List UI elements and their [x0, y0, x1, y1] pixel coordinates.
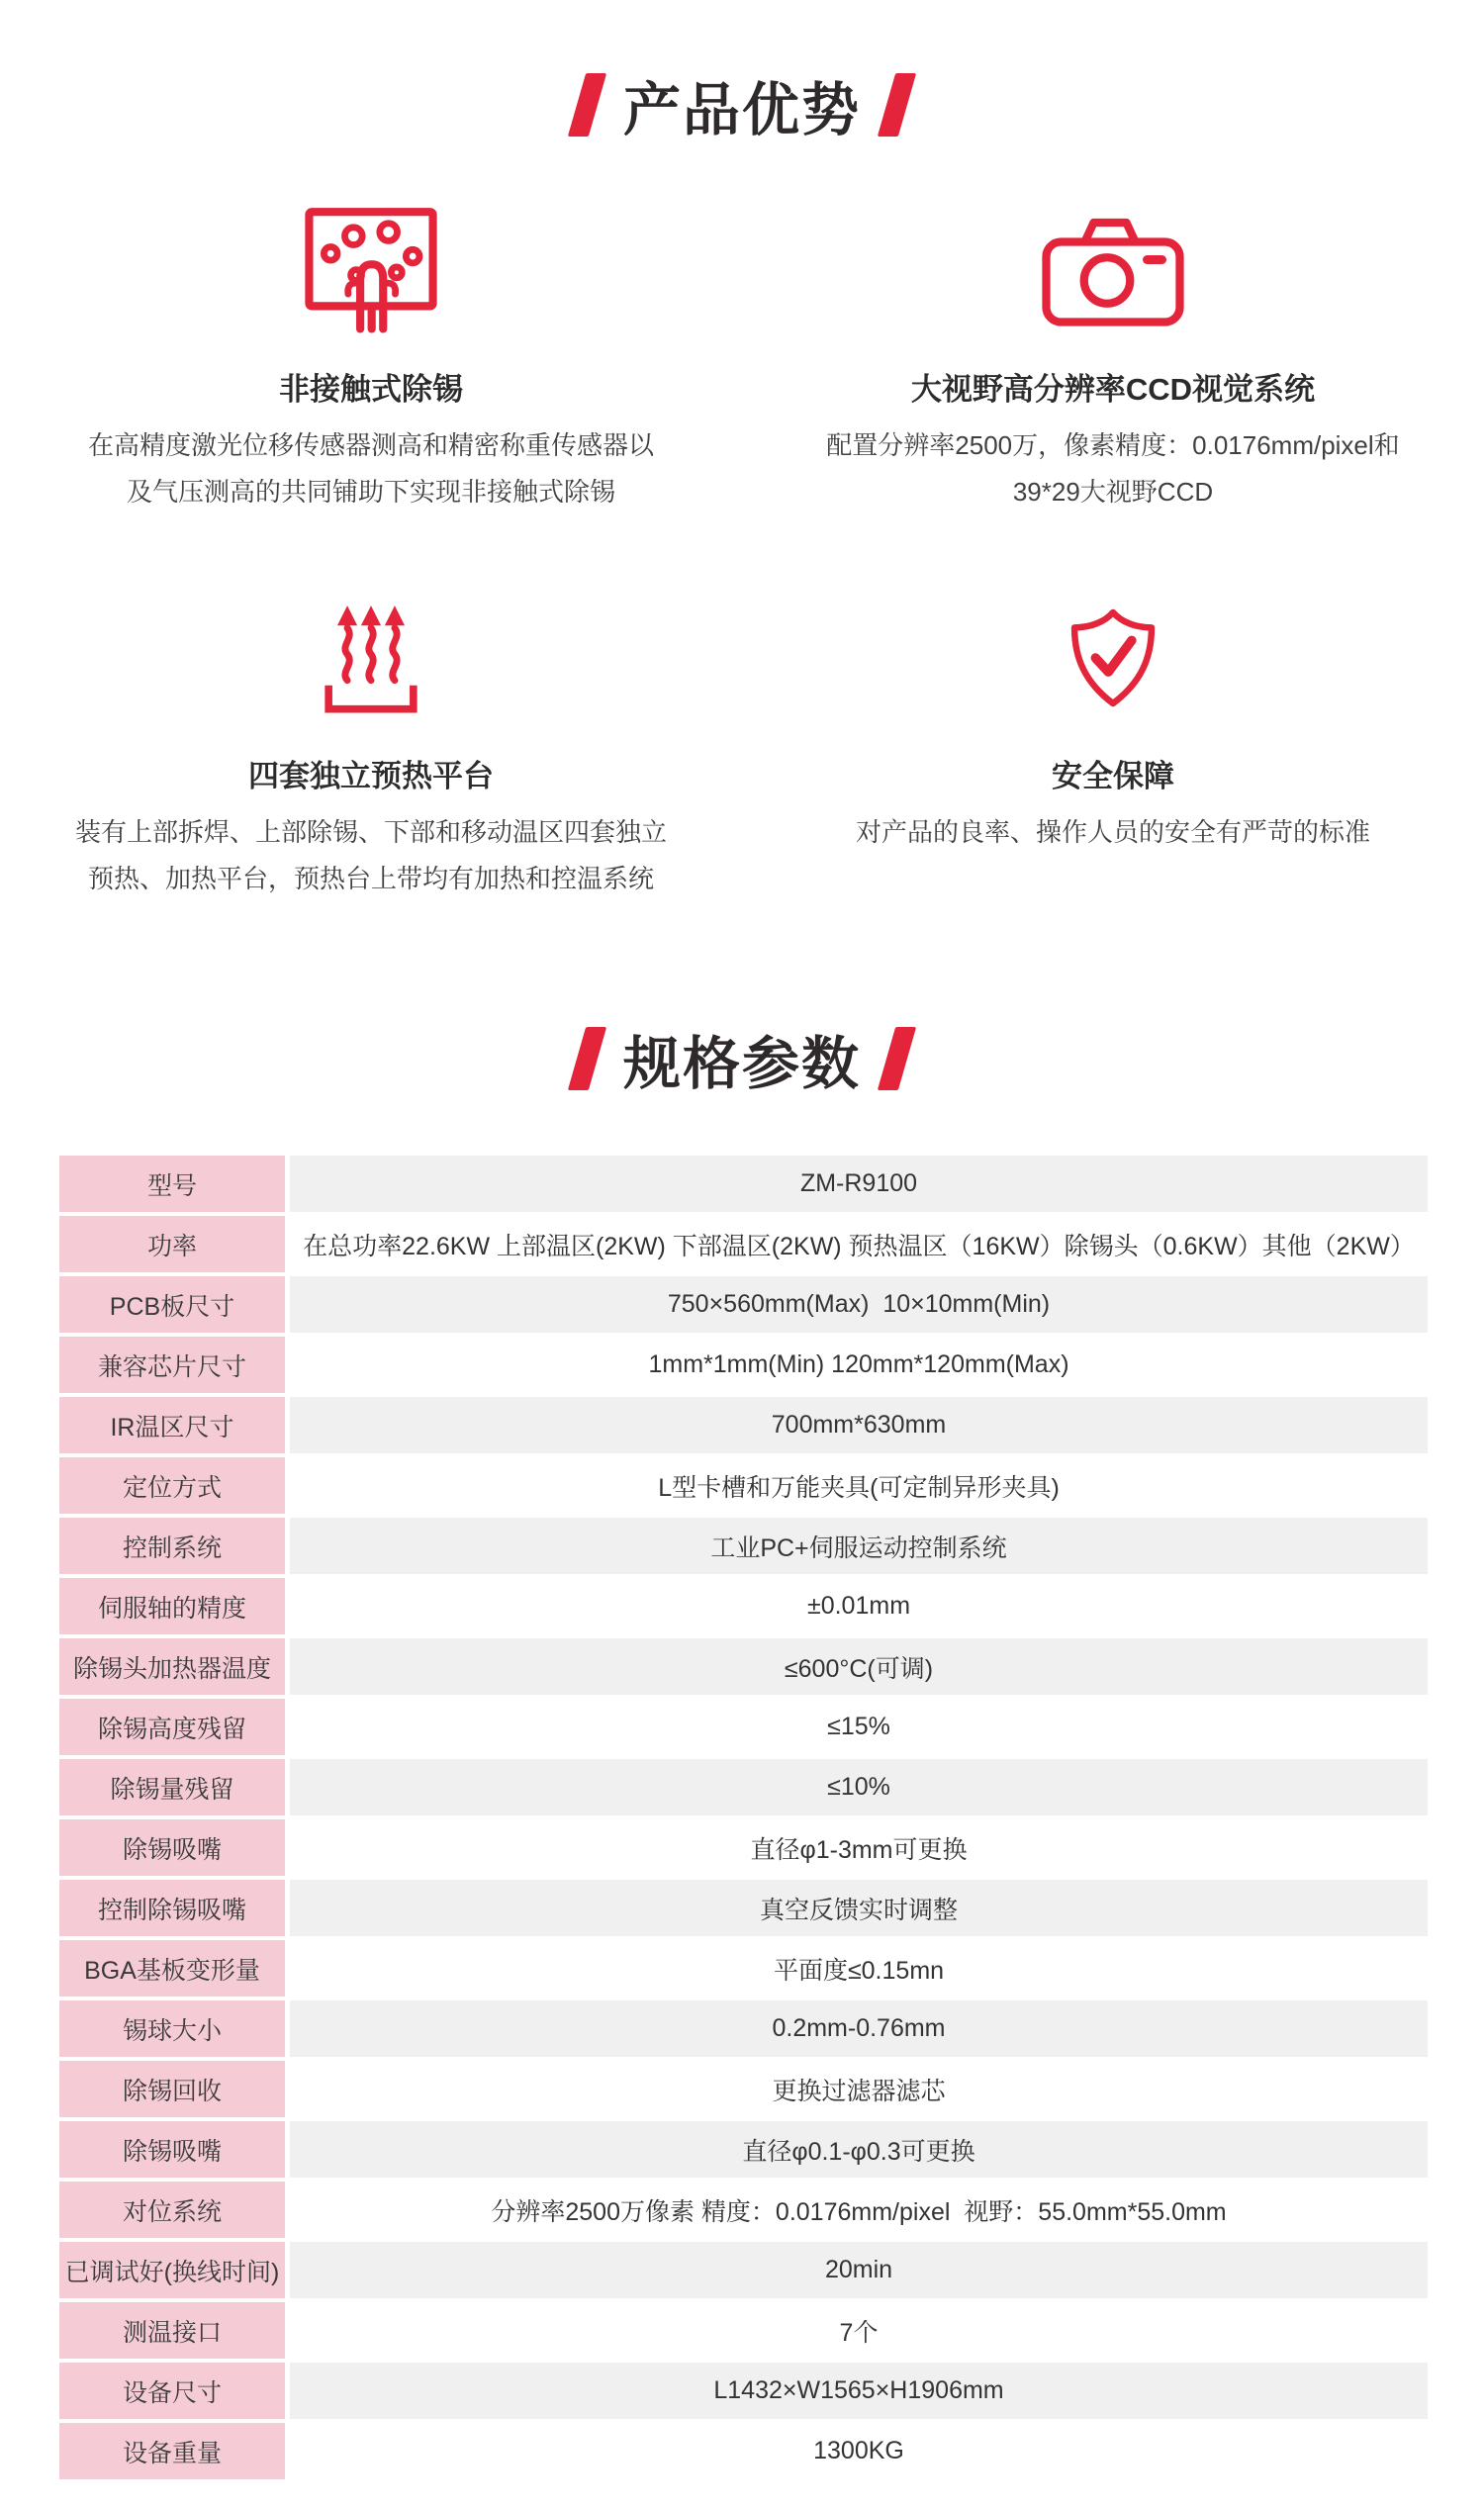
spec-row: [59, 2242, 1428, 2298]
spec-row: [59, 1699, 1428, 1755]
spec-label: 设备重量: [59, 2423, 285, 2479]
spec-row: [59, 2121, 1428, 2178]
spec-value: 分辨率2500万像素 精度：0.0176mm/pixel 视野：55.0mm*55.0mm: [491, 2197, 1227, 2226]
spec-row: [59, 2423, 1428, 2479]
preheat-platform-icon: [309, 589, 433, 727]
feature-desc: 配置分辨率2500万，像素精度：0.0176mm/pixel和39*29大视野CCD: [826, 430, 1400, 507]
spec-label: 除锡头加热器温度: [59, 1638, 285, 1695]
spec-value: 直径φ1-3mm可更换: [750, 1835, 968, 1864]
feature-ccd-vision: [742, 202, 1484, 515]
spec-label: 除锡高度残留: [59, 1699, 285, 1755]
feature-title: 非接触式除锡: [279, 372, 463, 407]
spec-value: 1mm*1mm(Min) 120mm*120mm(Max): [648, 1350, 1069, 1378]
spec-value: 更换过滤器滤芯: [772, 2077, 946, 2105]
spec-value: ≤15%: [827, 1713, 890, 1740]
spec-value: 真空反馈实时调整: [290, 1880, 1428, 1936]
spec-value: 7个: [839, 2318, 879, 2347]
spec-label: BGA基板变形量: [59, 1940, 285, 1997]
spec-value: L1432×W1565×H1906mm: [290, 2363, 1428, 2419]
feature-title: 安全保障: [1052, 759, 1174, 793]
spec-value: 750×560mm(Max) 10×10mm(Min): [290, 1276, 1428, 1333]
feature-grid: [0, 202, 1484, 902]
spec-row: [59, 1216, 1428, 1272]
spec-label: 控制系统: [59, 1518, 285, 1574]
spec-row: [59, 1397, 1428, 1453]
spec-row: [59, 1759, 1428, 1815]
spec-value: ZM-R9100: [290, 1156, 1428, 1212]
spec-label: 除锡吸嘴: [59, 2121, 285, 2178]
spec-label: 已调试好(换线时间): [59, 2242, 285, 2298]
spec-value: 工业PC+伺服运动控制系统: [290, 1518, 1428, 1574]
spec-row: [59, 2182, 1428, 2238]
feature-preheat-platforms: [0, 589, 742, 902]
spec-row: [59, 1940, 1428, 1997]
spec-label: 对位系统: [59, 2182, 285, 2238]
spec-label: 兼容芯片尺寸: [59, 1337, 285, 1393]
feature-desc: 对产品的良率、操作人员的安全有严苛的标准: [855, 817, 1370, 847]
feature-title: 大视野高分辨率CCD视觉系统: [910, 372, 1316, 407]
spec-value: 1300KG: [813, 2437, 904, 2464]
red-slash-icon: [878, 1027, 916, 1090]
advantages-title: 产品优势: [622, 78, 861, 142]
spec-label: 功率: [59, 1216, 285, 1272]
spec-label: 伺服轴的精度: [59, 1578, 285, 1634]
feature-desc: 在高精度激光位移传感器测高和精密称重传感器以及气压测高的共同铺助下实现非接触式除锡: [87, 430, 654, 507]
spec-row: [59, 2061, 1428, 2117]
spec-value: 20min: [290, 2242, 1428, 2298]
ccd-camera-icon: [1039, 202, 1187, 340]
spec-value: 直径φ0.1-φ0.3可更换: [290, 2121, 1428, 2178]
section-title-advantages: [0, 0, 1484, 146]
spec-row: [59, 1337, 1428, 1393]
shield-check-icon: [1055, 589, 1171, 727]
feature-desc: 装有上部拆焊、上部除锡、下部和移动温区四套独立预热、加热平台，预热台上带均有加热和控温系统: [74, 817, 667, 893]
spec-row: [59, 2363, 1428, 2419]
specs-title: 规格参数: [622, 1032, 861, 1096]
spec-label: 锡球大小: [59, 2000, 285, 2057]
spec-value: 0.2mm-0.76mm: [290, 2000, 1428, 2057]
spec-row: [59, 1578, 1428, 1634]
spec-row: [59, 1276, 1428, 1333]
red-slash-icon: [568, 1027, 606, 1090]
spec-row: [59, 1457, 1428, 1514]
spec-label: 定位方式: [59, 1457, 285, 1514]
spec-label: IR温区尺寸: [59, 1397, 285, 1453]
spec-row: [59, 1880, 1428, 1936]
feature-noncontact-desolder: [0, 202, 742, 515]
spec-value: L型卡槽和万能夹具(可定制异形夹具): [658, 1473, 1060, 1502]
spec-value: ±0.01mm: [806, 1592, 911, 1620]
spec-value: ≤600°C(可调): [290, 1638, 1428, 1695]
spec-row: [59, 2302, 1428, 2359]
spec-value: 在总功率22.6KW 上部温区(2KW) 下部温区(2KW) 预热温区（16KW）除锡头（0.6KW）其他（2KW）: [303, 1232, 1415, 1260]
spec-row: [59, 1518, 1428, 1574]
spec-label: 除锡回收: [59, 2061, 285, 2117]
section-title-specs: [0, 1017, 1484, 1100]
spec-row: [59, 2000, 1428, 2057]
spec-row: [59, 1638, 1428, 1695]
spec-label: 控制除锡吸嘴: [59, 1880, 285, 1936]
feature-title: 四套独立预热平台: [248, 759, 494, 793]
red-slash-icon: [568, 73, 606, 137]
spec-row: [59, 1819, 1428, 1876]
spec-label: 除锡量残留: [59, 1759, 285, 1815]
spec-label: 型号: [59, 1156, 285, 1212]
desolder-icon: [297, 202, 445, 340]
spec-label: PCB板尺寸: [59, 1276, 285, 1333]
spec-value: ≤10%: [290, 1759, 1428, 1815]
spec-row: [59, 1156, 1428, 1212]
feature-safety: [742, 589, 1484, 902]
spec-label: 测温接口: [59, 2302, 285, 2359]
spec-label: 设备尺寸: [59, 2363, 285, 2419]
spec-label: 除锡吸嘴: [59, 1819, 285, 1876]
red-slash-icon: [878, 73, 916, 137]
spec-value: 700mm*630mm: [290, 1397, 1428, 1453]
spec-value: 平面度≤0.15mn: [773, 1956, 945, 1985]
spec-table: [59, 1156, 1428, 2479]
